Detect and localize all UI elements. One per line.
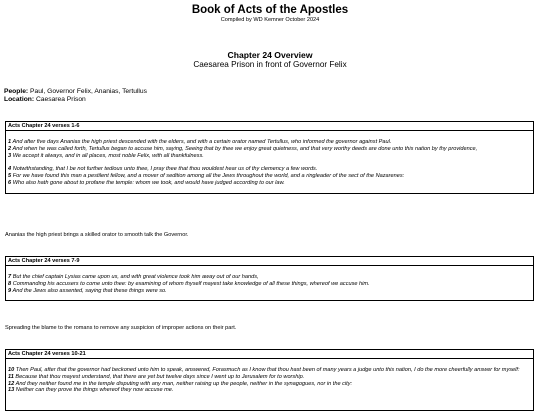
verse-text: Then Paul, after that the governor had beckoned unto him to speak, answered, Forasmuch as I know that thou hast been of many years a judge unto this nation, I do the more cheerfully answer for myself: (15, 367, 520, 373)
verses-box-7-9 (5, 256, 534, 301)
chapter-overview-subheading: Caesarea Prison in front of Governor Felix (193, 60, 347, 69)
verse-text: And when he was called forth, Tertullus began to accuse him, saying, Seeing that by thee we enjoy great quietness, and that very worthy deeds are done unto this nation by thy providence, (12, 145, 478, 152)
verses-box-header: Acts Chapter 24 verses 10-21 (6, 350, 533, 359)
commentary-note: Spreading the blame to the romans to remove any suspicion of improper actions on their part. (5, 325, 237, 331)
document-title: Book of Acts of the Apostles (191, 4, 349, 16)
verse (8, 173, 531, 180)
location-label: Location: (4, 96, 35, 103)
verse-number: 2 (8, 145, 12, 152)
verse (8, 153, 531, 160)
verse (8, 387, 531, 394)
verse (8, 274, 531, 281)
verse-text: Neither can they prove the things whereof they now accuse me. (15, 387, 174, 394)
verse-text: For we have found this man a pestilent fellow, and a mover of sedition among all the Jews throughout the world, and a ringleader of the sect of the Nazarenes: (12, 172, 405, 179)
verse-number: 13 (8, 387, 15, 394)
verse (8, 381, 531, 388)
chapter-overview-heading: Chapter 24 Overview (227, 50, 313, 60)
people-line (4, 88, 540, 96)
verse-number: 11 (8, 373, 14, 380)
verse (8, 288, 531, 295)
verse-number: 8 (8, 280, 12, 287)
commentary-note: Ananias the high priest brings a skilled orator to smooth talk the Governor. (5, 232, 189, 238)
verse (8, 146, 531, 153)
verses-box-10-21 (5, 349, 534, 411)
verse-number: 4 (8, 166, 12, 173)
verses-box-header: Acts Chapter 24 verses 7-9 (6, 257, 533, 266)
verse-number: 5 (8, 172, 12, 179)
verse-text: Commanding his accusers to come unto thee: by examining of whom thyself mayest take knowledge of all these things, whereof we accuse him. (12, 280, 370, 287)
verses-box-body (6, 131, 533, 193)
location-line (4, 96, 540, 104)
verses-box-1-6 (5, 121, 534, 194)
verse-text: Because that thou mayest understand, that there are yet but twelve days since I went up to Jerusalem for to worship. (15, 373, 305, 380)
verse (8, 367, 531, 374)
verse-text: We accept it always, and in all places, most noble Felix, with all thankfulness. (12, 152, 204, 159)
people-value: Paul, Governor Felix, Ananias, Tertullus (30, 88, 147, 95)
verses-box-body (6, 266, 533, 300)
verse-number: 6 (8, 179, 12, 186)
verse (8, 281, 531, 288)
verse-text: Notwithstanding, that I be not further tedious unto thee, I pray thee that thou wouldest hear us of thy clemency a few words. (12, 166, 318, 173)
verse-text: But the chief captain Lysias came upon us, and with great violence took him away out of our hands, (12, 274, 259, 280)
verse-number: 7 (8, 274, 12, 280)
verse (8, 139, 531, 146)
verses-box-header: Acts Chapter 24 verses 1-6 (6, 122, 533, 131)
verses-box-body (6, 359, 533, 400)
verse-number: 3 (8, 152, 12, 159)
verse-number: 1 (8, 139, 12, 145)
document-subtitle: Compiled by WD Kemner October 2024 (220, 17, 320, 23)
verse-number: 9 (8, 287, 12, 294)
verse (8, 180, 531, 187)
verse-text: Who also hath gone about to profane the temple: whom we took, and would have judged according to our law. (12, 179, 285, 186)
verse (8, 374, 531, 381)
location-value: Caesarea Prison (35, 96, 86, 103)
verse (8, 166, 531, 173)
verse-text: And the Jews also assented, saying that these things were so. (12, 287, 167, 294)
people-label: People: (4, 88, 29, 95)
verse-number: 12 (8, 380, 15, 387)
verse-text: And after five days Ananias the high priest descended with the elders, and with a certain orator named Tertullus, who informed the governor against Paul. (12, 139, 392, 145)
verse-text: And they neither found me in the temple disputing with any man, neither raising up the people, neither in the synagogues, nor in the city: (15, 380, 353, 387)
verse-number: 10 (8, 367, 15, 373)
